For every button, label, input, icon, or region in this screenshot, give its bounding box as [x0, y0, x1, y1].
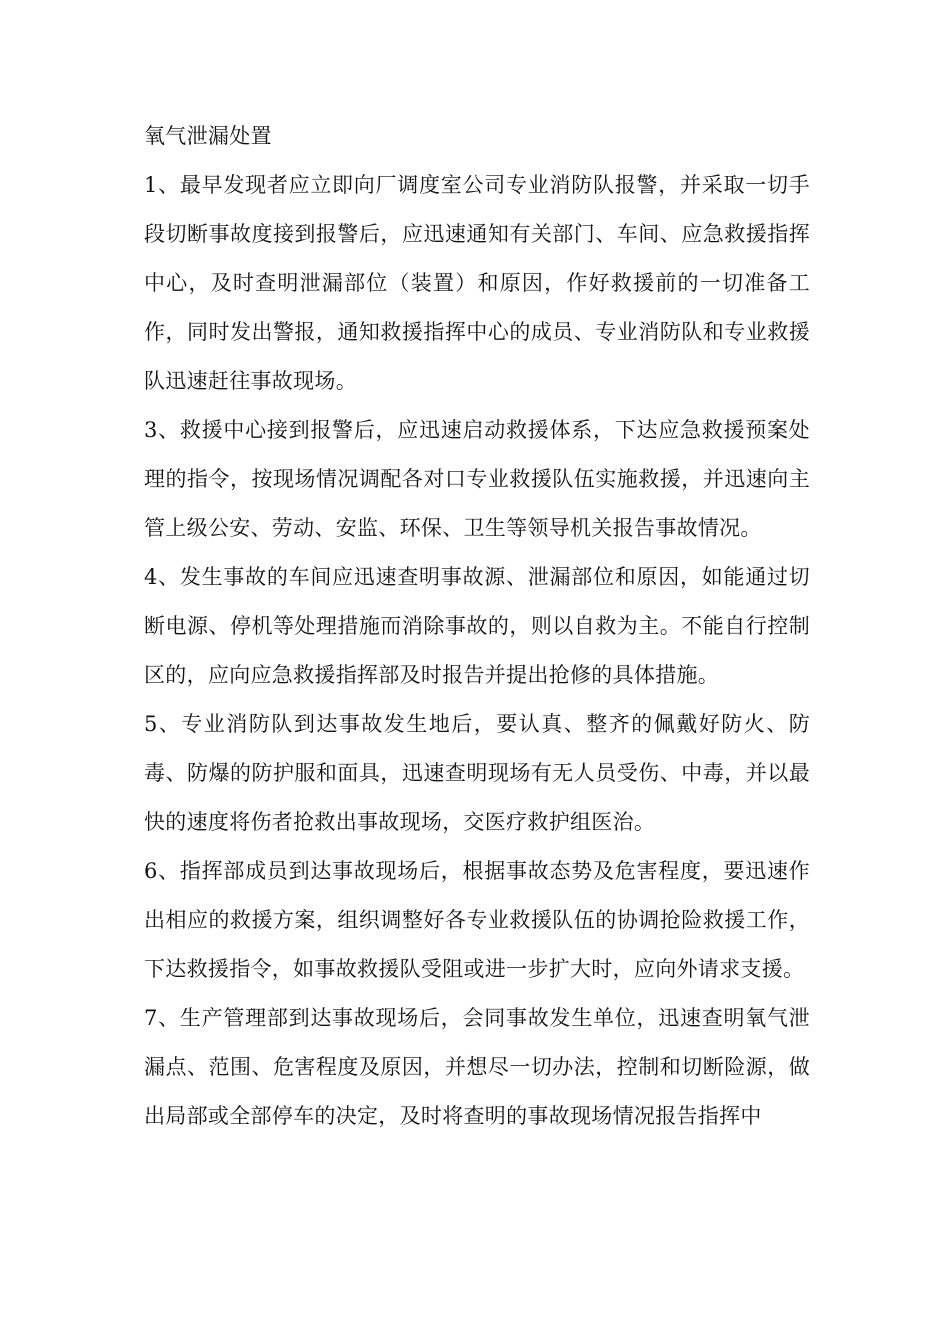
- paragraph-7: 7、生产管理部到达事故现场后，会同事故发生单位，迅速查明氧气泄漏点、范围、危害程度及原因，并想尽一切办法，控制和切断险源，做出局部或全部停车的决定，及时将查明的事故现场情况报告指挥中: [144, 1006, 810, 1128]
- paragraph-3: 3、救援中心接到报警后，应迅速启动救援体系，下达应急救援预案处理的指令，按现场情况调配各对口专业救援队伍实施救援，并迅速向主管上级公安、劳动、安监、环保、卫生等领导机关报告事故情况。: [144, 418, 810, 540]
- document-title: 氧气泄漏处置: [144, 124, 272, 148]
- paragraph-1: 1、最早发现者应立即向厂调度室公司专业消防队报警，并采取一切手段切断事故度接到报警后，应迅速通知有关部门、车间、应急救援指挥中心，及时查明泄漏部位（装置）和原因，作好救援前的一切准备工作，同时发出警报，通知救援指挥中心的成员、专业消防队和专业救援队迅速赶往事故现场。: [144, 173, 810, 393]
- paragraph-6: 6、指挥部成员到达事故现场后，根据事故态势及危害程度，要迅速作出相应的救援方案，组织调整好各专业救援队伍的协调抢险救援工作，下达救援指令，如事故救援队受阻或进一步扩大时，应向外请求支援。: [144, 859, 810, 981]
- paragraph-5: 5、专业消防队到达事故发生地后，要认真、整齐的佩戴好防火、防毒、防爆的防护服和面具，迅速查明现场有无人员受伤、中毒，并以最快的速度将伤者抢救出事故现场，交医疗救护组医治。: [144, 712, 810, 834]
- document-body: [144, 112, 810, 1141]
- paragraph-4: 4、发生事故的车间应迅速查明事故源、泄漏部位和原因，如能通过切断电源、停机等处理措施而消除事故的，则以自救为主。不能自行控制区的，应向应急救援指挥部及时报告并提出抢修的具体措施。: [144, 565, 810, 687]
